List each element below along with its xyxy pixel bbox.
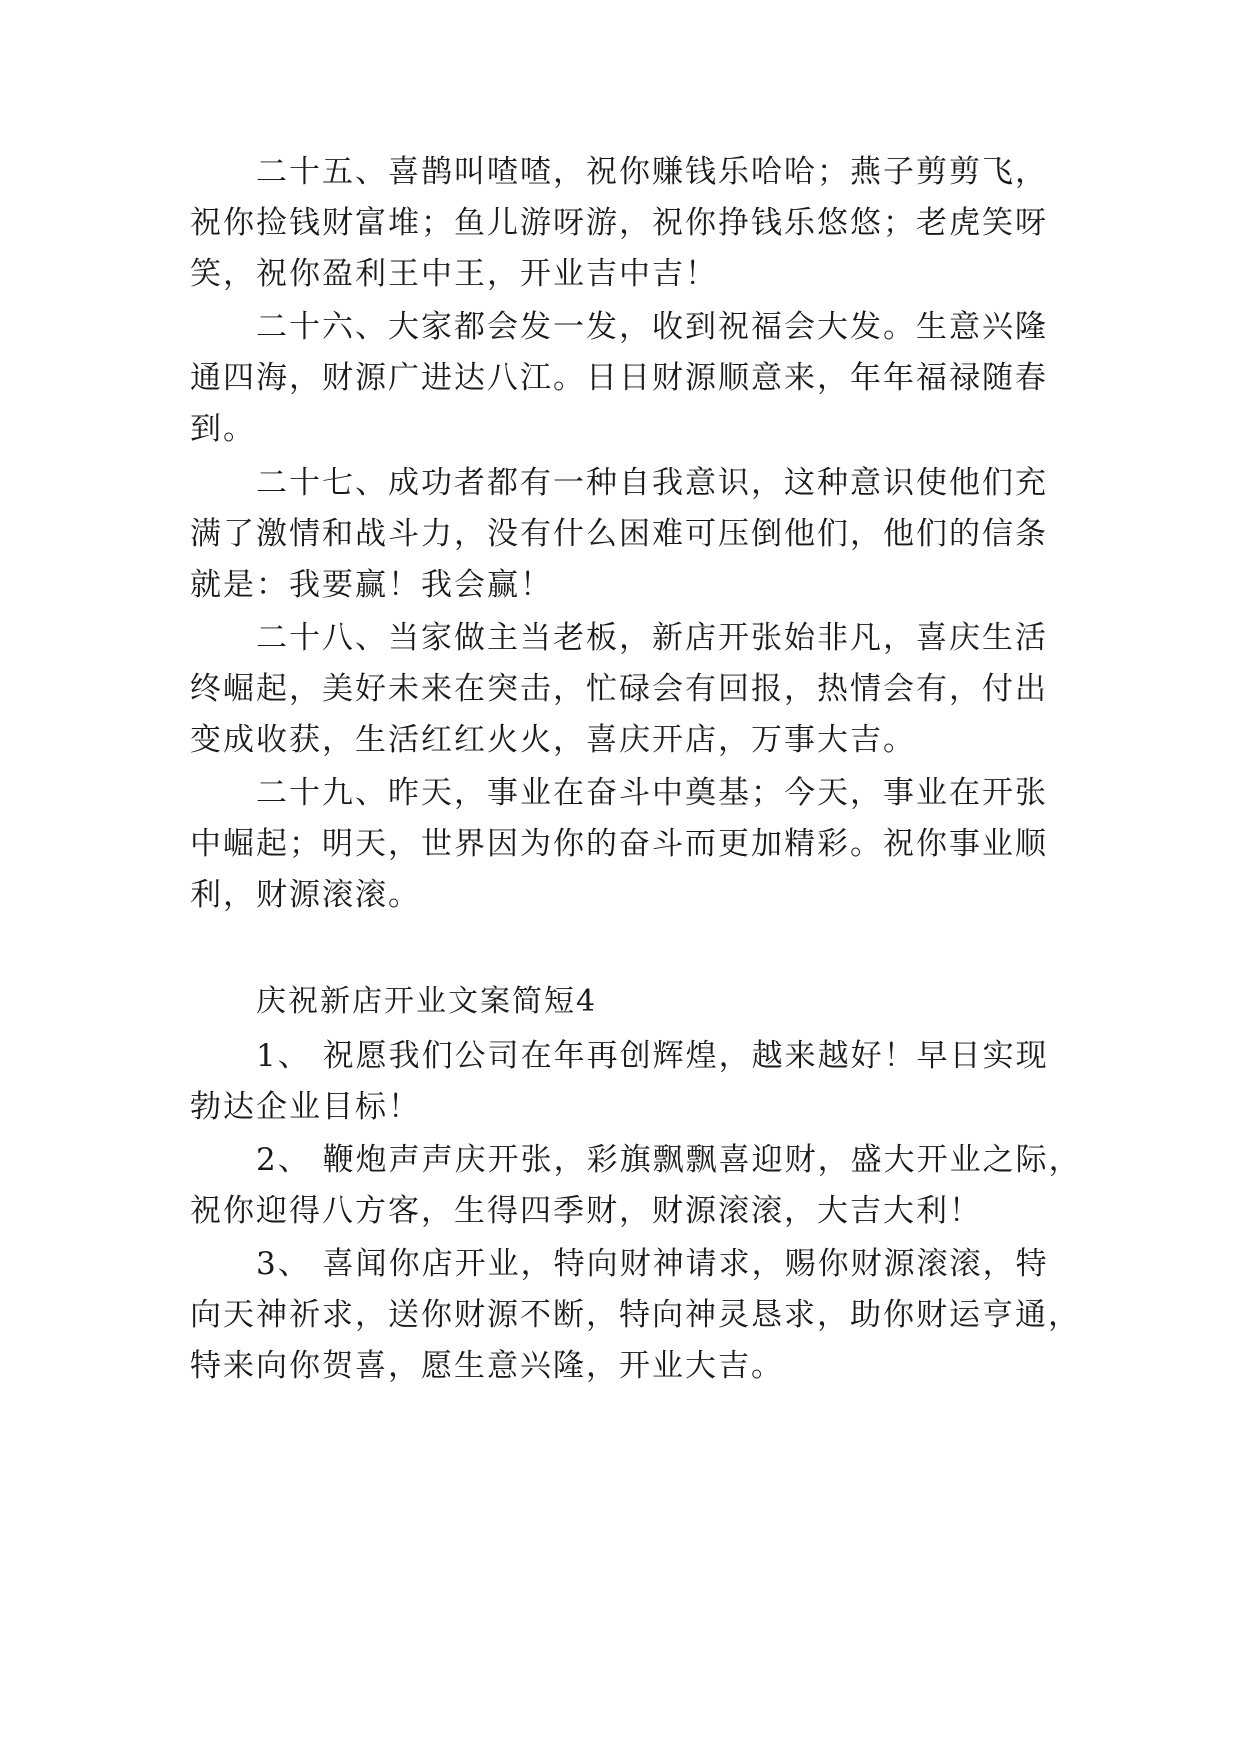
paragraph-25-line-2: 祝你捡钱财富堆；鱼儿游呀游，祝你挣钱乐悠悠；老虎笑呀 — [190, 205, 1048, 241]
paragraph-27-line-2: 满了激情和战斗力，没有什么困难可压倒他们，他们的信条 — [190, 516, 1048, 552]
paragraph-25-line-3: 笑，祝你盈利王中王，开业吉中吉！ — [190, 256, 718, 292]
paragraph-25-line-1: 二十五、喜鹊叫喳喳，祝你赚钱乐哈哈；燕子剪剪飞， — [256, 154, 1048, 190]
section-heading: 庆祝新店开业文案简短4 — [256, 984, 598, 1019]
paragraph-28-line-3: 变成收获，生活红红火火，喜庆开店，万事大吉。 — [190, 722, 916, 758]
section-item-3-line-1: 3、 喜闻你店开业，特向财神请求，赐你财源滚滚，特 — [256, 1246, 1049, 1282]
paragraph-26-line-3: 到。 — [190, 411, 256, 447]
paragraph-28-line-1: 二十八、当家做主当老板，新店开张始非凡，喜庆生活 — [256, 620, 1048, 656]
paragraph-28-line-2: 终崛起，美好未来在突击，忙碌会有回报，热情会有，付出 — [190, 671, 1048, 707]
section-item-3-line-3: 特来向你贺喜，愿生意兴隆，开业大吉。 — [190, 1348, 784, 1384]
section-item-2-line-1: 2、 鞭炮声声庆开张，彩旗飘飘喜迎财，盛大开业之际， — [256, 1142, 1082, 1178]
section-item-1-line-2: 勃达企业目标！ — [190, 1089, 421, 1125]
paragraph-26-line-1: 二十六、大家都会发一发，收到祝福会大发。生意兴隆 — [256, 309, 1048, 345]
section-item-1-line-1: 1、 祝愿我们公司在年再创辉煌，越来越好！早日实现 — [256, 1038, 1049, 1074]
paragraph-27-line-1: 二十七、成功者都有一种自我意识，这种意识使他们充 — [256, 465, 1048, 501]
paragraph-29-line-1: 二十九、昨天，事业在奋斗中奠基；今天，事业在开张 — [256, 775, 1048, 811]
section-item-2-line-2: 祝你迎得八方客，生得四季财，财源滚滚，大吉大利！ — [190, 1193, 982, 1229]
paragraph-27-line-3: 就是：我要赢！我会赢！ — [190, 567, 553, 603]
paragraph-29-line-3: 利，财源滚滚。 — [190, 877, 421, 913]
paragraph-29-line-2: 中崛起；明天，世界因为你的奋斗而更加精彩。祝你事业顺 — [190, 826, 1048, 862]
section-item-3-line-2: 向天神祈求，送你财源不断，特向神灵恳求，助你财运亨通， — [190, 1297, 1081, 1333]
paragraph-26-line-2: 通四海，财源广进达八江。日日财源顺意来，年年福禄随春 — [190, 360, 1048, 396]
